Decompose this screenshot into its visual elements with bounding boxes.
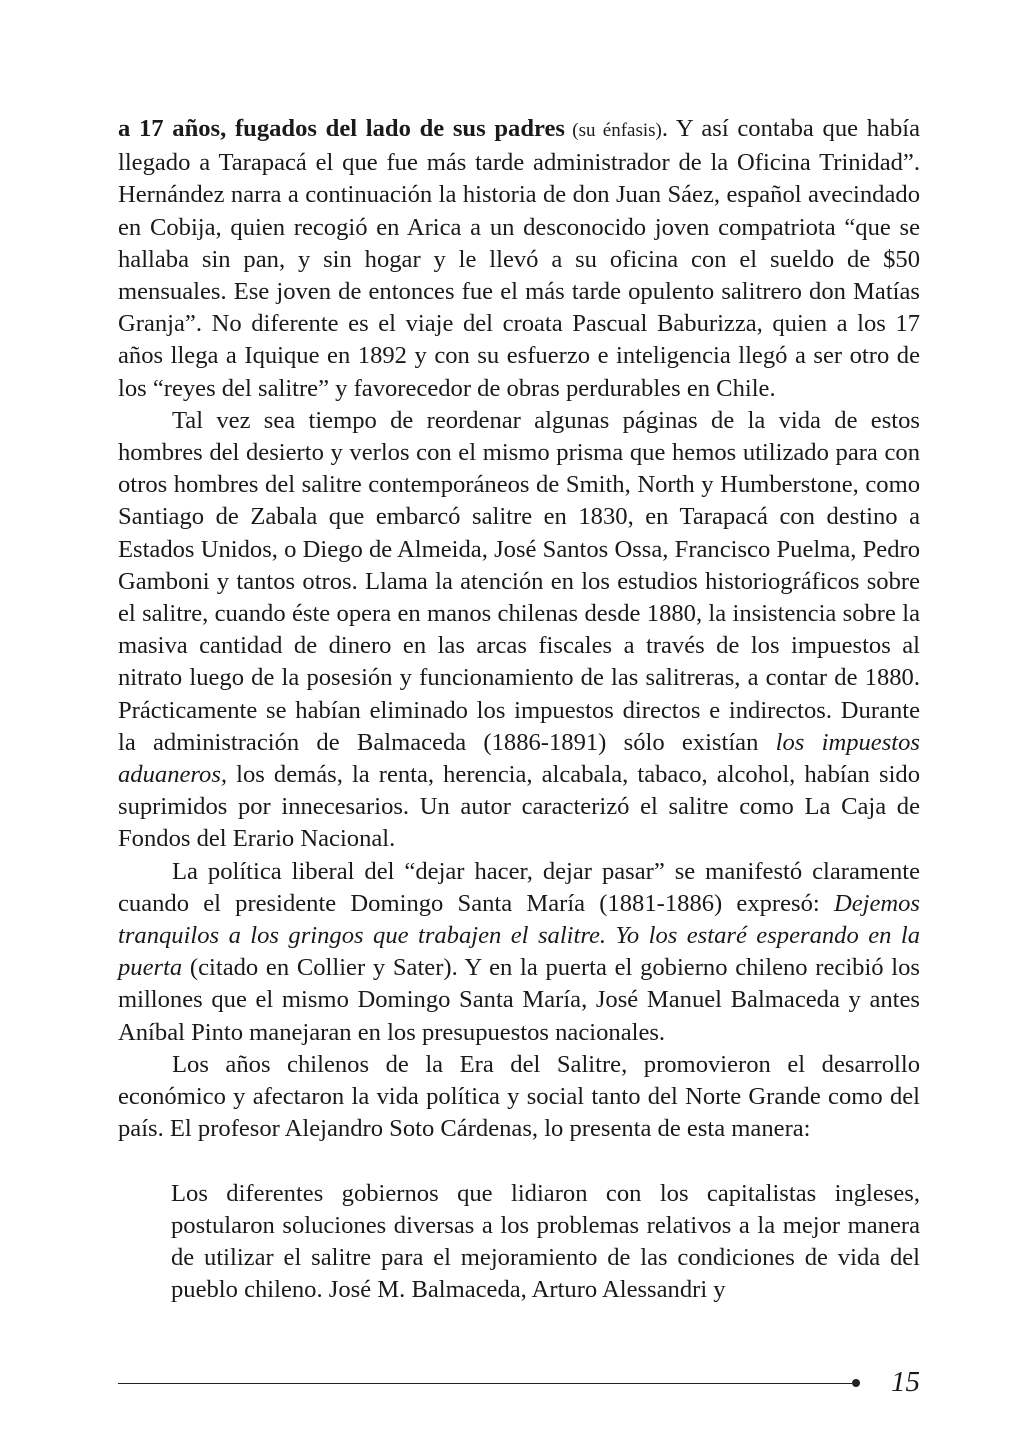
emphasis-note: (su énfasis) — [564, 120, 662, 141]
footer-bullet-icon — [852, 1379, 860, 1387]
page-number: 15 — [891, 1366, 920, 1398]
paragraph-2-italic: los impuestos aduaneros, — [118, 728, 920, 789]
paragraph-2 — [118, 405, 920, 856]
paragraph-3-text-b: (citado en Collier y Sater). Y en la puerta el gobierno chileno recibió los millones que el mismo Domingo Santa María, José Manuel Balmaceda y antes Aníbal Pinto manejaran en los presupuestos nacionales. — [118, 954, 920, 1046]
paragraph-2-text-b: los demás, la renta, herencia, alcabala, tabaco, alcohol, habían sido suprimidos por innecesarios. Un autor caracterizó el salitre como La Caja de Fondos del Erario Nacional. — [118, 761, 920, 853]
paragraph-1-text: . Y así contaba que había llegado a Tarapacá el que fue más tarde administrador de la Oficina Trinidad”. Hernández narra a continuación la historia de don Juan Sáez, español avecindado en Cobija, quien recogió en Arica a un desconocido joven compatriota “que se hallaba sin pan, y sin hogar y le llevó a su oficina con el sueldo de $50 mensuales. Ese joven de entonces fue el más tarde opulento salitrero don Matías Granja”. No diferente es el viaje del croata Pascual Baburizza, quien a los 17 años llega a Iquique en 1892 y con su esfuerzo e inteligencia llegó a ser otro de los “reyes del salitre” y favorecedor de obras perdurables en Chile. — [118, 115, 920, 402]
footer-rule — [118, 1383, 852, 1384]
paragraph-3-text-a: La política liberal del “dejar hacer, dejar pasar” se manifestó claramente cuando el presidente Domingo Santa María (1881-1886) expresó: — [118, 857, 920, 917]
paragraph-3-italic-quote: Dejemos tranquilos a los gringos que trabajen el salitre. Yo los estaré esperando en la puerta — [118, 889, 920, 982]
paragraph-4-text: Los años chilenos de la Era del Salitre, promovieron el desarrollo económico y afectaron la vida política y social tanto del Norte Grande como del país. El profesor Alejandro Soto Cárdenas, lo presenta de esta manera: — [118, 1050, 920, 1143]
block-quote-text: Los diferentes gobiernos que lidiaron con los capitalistas ingleses, postularon soluciones diversas a los problemas relativos a la mejor manera de utilizar el salitre para el mejoramiento de las condiciones de vida del pueblo chileno. José M. Balmaceda, Arturo Alessandri y — [171, 1179, 920, 1304]
block-quote — [171, 1178, 920, 1307]
page-body — [118, 113, 920, 1306]
bold-phrase: a 17 años, fugados del lado de sus padres — [118, 115, 565, 142]
paragraph-2-text-a: Tal vez sea tiempo de reordenar algunas páginas de la vida de estos hombres del desierto y verlos con el mismo prisma que hemos utilizado para con otros hombres del salitre contemporáneos de Smith, North y Humberstone, como Santiago de Zabala que embarcó salitre en 1830, en Tarapacá con destino a Estados Unidos, o Diego de Almeida, José Santos Ossa, Francisco Puelma, Pedro Gamboni y tantos otros. Llama la atención en los estudios historiográficos sobre el salitre, cuando éste opera en manos chilenas desde 1880, la insistencia sobre la masiva cantidad de dinero en las arcas fiscales a través de los impuestos al nitrato luego de la posesión y funcionamiento de las salitreras, a contar de 1880. Prácticamente se habían eliminado los impuestos directos e indirectos. Durante la administración de Balmaceda (1886-1891) sólo existían — [118, 406, 920, 756]
paragraph-3 — [118, 856, 920, 1049]
paragraph-1 — [118, 113, 920, 405]
paragraph-4 — [118, 1049, 920, 1146]
